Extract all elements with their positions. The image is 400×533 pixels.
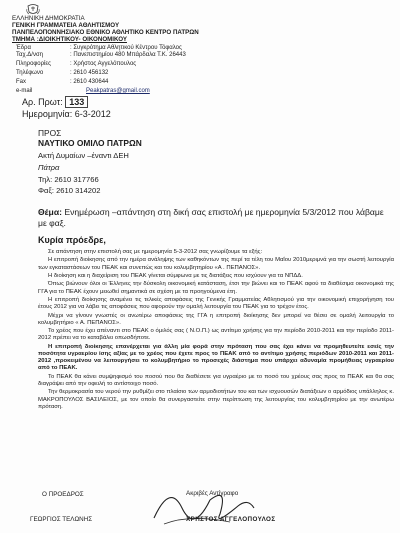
header-country: ΕΛΛΗΝΙΚΗ ΔΗΜΟΚΡΑΤΙΑ xyxy=(12,15,85,22)
contact-phone-label: Τηλέφωνο xyxy=(16,70,44,76)
body-paragraph: Το χρέος που έχει απέναντι στο ΠΕΑΚ ο όμιλός σας ( Ν.Ο.Π.) ως αντίτιμο χρήσης για την περίοδο 2010-2011 και την περίοδο 2011-2012 πρέπει να το καταβάλει οπωσδήποτε. xyxy=(38,328,394,342)
body-paragraph: Η επιτροπή διοίκησης από την ημέρα ανάληψης των καθηκόντων της περί τα τέλη του Μαΐου 2010μεριμνά για την σωστή λειτουργία των εγκαταστάσεων του ΠΕΑΚ και συνεπώς και του κολυμβητηρίου «Α . ΠΕΠΑΝΟΣ». xyxy=(38,257,394,271)
contact-fax-label: Fax xyxy=(16,79,27,85)
contact-phone-value: : 2610 456132 xyxy=(70,70,109,76)
contact-seat-label: Έδρα xyxy=(16,45,31,51)
certified-copy-name: ΧΡΗΣΤΟΣ ΑΓΓΕΛΟΠΟΥΛΟΣ xyxy=(186,516,276,523)
salutation: Κυρία πρόεδρε, xyxy=(38,235,106,245)
date-line xyxy=(22,109,111,119)
subject-label: Θέμα: xyxy=(38,207,62,217)
subject-text: Ενημέρωση –απάντηση στη δική σας επιστολή με ημερομηνία 5/3/2012 που λάβαμε με φαξ. xyxy=(38,207,384,228)
recipient-name: ΝΑΥΤΙΚΟ ΟΜΙΛΟ ΠΑΤΡΩΝ xyxy=(38,138,142,148)
body-paragraph: Όπως βιώνουν όλοι οι Έλληνες την δύσκολη οικονομική κατάσταση, έτσι την βιώνει και το ΠΕΑΚ αφού τα διαθέσιμα οικονομικά της ΓΓΑ για το ΠΕΑΚ έχουν μειωθεί σημαντικά σε σχέση με τα προηγούμενα έτη. xyxy=(38,281,394,295)
subject-block xyxy=(38,207,392,229)
recipient-label: ΠΡΟΣ xyxy=(38,128,62,138)
emblem-icon xyxy=(26,3,40,15)
body-paragraph: Το ΠΕΑΚ θα κάνει συμψηφισμό του ποσού που θα διαθέσετε για υγραέριο με το ποσό του χρέους σας προς το ΠΕΑΚ και θα σας διαγράψει από την οφειλή το αντίστοιχο ποσό. xyxy=(38,373,394,387)
protocol-number: 133 xyxy=(65,96,88,108)
recipient-fax: Φαξ: 2610 314202 xyxy=(38,186,101,195)
closing-title: Ο ΠΡΟΕΔΡΟΣ xyxy=(42,491,84,498)
contact-email-link[interactable]: Peakpatras@gmail.com xyxy=(86,88,150,94)
body-paragraph-bold: Η επιτροπή διοίκησης επανέρχεται για άλλη μία φορά στην πρόταση που σας έχει κάνει να προμηθευτείτε εσείς την ποσότητα υγραερίου ίσης αξίας με το χρέος που έχετε προς το ΠΕΑΚ από το αντίτιμο χρήσης περιόδων 2010-2011 και 2011-2012 ,προκειμένου να λειτουργήσει το κολυμβητήριο το προσεχές διάστημα που υπάρχει αδυναμία προμήθειας υγραερίου από το ΠΕΑΚ. xyxy=(38,343,394,372)
contact-info-value: : Χρήστος Αγγελόπουλος xyxy=(70,61,137,67)
contact-email-label: e-mail xyxy=(16,88,33,94)
body-paragraph: Η διοίκηση και η διαχείριση του ΠΕΑΚ γίνεται σύμφωνα με τις διατάξεις που ισχύουν για τα ΝΠΔΔ. xyxy=(48,272,303,279)
recipient-city: Πάτρα xyxy=(38,163,60,172)
contact-seat-value: : Συγκρότημα Αθλητικού Κέντρου Τόφαλος xyxy=(70,45,182,51)
body-paragraph: Σε απάντηση στην επιστολή σας με ημερομηνία 5-3-2012 σας γνωρίζουμε τα εξής: xyxy=(48,249,263,255)
contact-address-label: Ταχ.Δ/νση xyxy=(16,52,44,58)
date-value: 6-3-2012 xyxy=(74,109,111,119)
body-paragraph: Την θερμοκρασία του νερού την ρυθμίζει στο πλαίσιο των αρμοδιοτήτων του και των ισχυουσών διατάξεων ο αρμόδιος υπάλληλος κ. ΜΑΚΡΟΠΟΥΛΟΣ ΒΑΣΙΛΕΙΟΣ, με τον οποίο θα συνεργαστείτε στην περίπτωση της λειτουργίας του κολυμβητηρίου με την ανωτέρω πρόταση. xyxy=(38,389,394,410)
certified-copy-label: Ακριβές Αντίγραφο xyxy=(186,490,239,497)
header-organization: ΠΑΝΠΕΛΟΠΟΝΝΗΣΙΑΚΟ ΕΘΝΙΚΟ ΑΘΛΗΤΙΚΟ ΚΕΝΤΡΟ ΠΑΤΡΩΝ xyxy=(12,29,199,36)
recipient-phone: Τηλ: 2610 317766 xyxy=(38,175,99,184)
header-department: ΤΜΗΜΑ :ΔΙΟΙΚΗΤΙΚΟΥ- ΟΙΚΟΝΟΜΙΚΟΥ xyxy=(12,36,127,43)
recipient-address: Ακτή Δυμαίων –έναντι ΔΕΗ xyxy=(38,151,129,160)
header-ministry: ΓΕΝΙΚΗ ΓΡΑΜΜΑΤΕΙΑ ΑΘΛΗΤΙΣΜΟΥ xyxy=(12,22,120,29)
letter-body xyxy=(38,249,394,412)
body-paragraph: Η επιτροπή διοίκησης αναμένει τις τελικές αποφάσεις της Γενικής Γραμματείας Αθλητισμού για την οικονομική επιχορήγηση του έτους 2012 για να λάβει τις αποφάσεις που αφορούν την ομαλή λειτουργία του ΠΕΑΚ για το τρέχον έτος. xyxy=(38,296,394,311)
contact-address-value: : Πανεπιστημίου 480 Μπάρδαλα Τ.Κ. 26443 xyxy=(70,52,186,58)
contact-info-label: Πληροφορίες xyxy=(16,61,51,67)
protocol-line xyxy=(22,97,88,107)
date-label: Ημερομηνία: xyxy=(22,109,73,119)
president-name: ΓΕΩΡΓΙΟΣ ΤΕΛΩΝΗΣ xyxy=(30,516,93,523)
protocol-label: Αρ. Πρωτ: xyxy=(22,97,63,107)
body-paragraph: Μέχρι να γίνουν γνωστές οι ανωτέρω αποφάσεις της ΓΓΑ η επιτροπή διοίκησης δεν μπορεί να θέσει σε ομαλή λειτουργία το κολυμβητήριο « Α. ΠΕΠΑΝΟΣ». xyxy=(38,312,394,326)
contact-fax-value: : 2610 430644 xyxy=(70,79,109,85)
